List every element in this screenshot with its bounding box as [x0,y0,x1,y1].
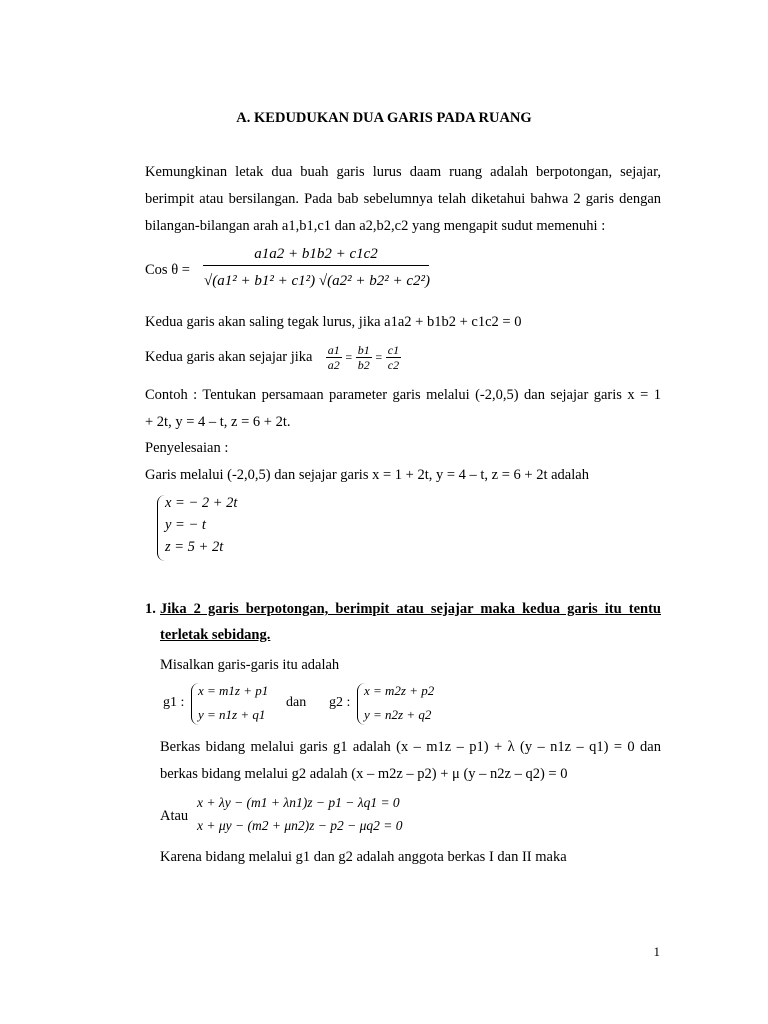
subheading-number: 1. [145,601,156,617]
g1-system [191,683,301,727]
subheading-1 [145,596,661,648]
atau-eq-1: x + λy − (m1 + λn1)z − p1 − λq1 = 0 [197,795,400,810]
system-eq-z: z = 5 + 2t [165,539,224,555]
example-line-1: Contoh : Tentukan persamaan parameter garis melalui (-2,0,5) dan sejajar garis x = 1 [145,387,661,403]
atau-eq-2: x + μy − (m2 + μn2)z − p2 − μq2 = 0 [197,818,403,833]
fraction-a: $\frac{a1}{a2}$ [327,343,340,373]
g1-eq-y: y = n1z + q1 [198,707,266,722]
g1-label: g1 : [163,695,185,710]
berkas-line-1: Berkas bidang melalui garis g1 adalah (x – m1z – p1) + λ (y – n1z – q1) = 0 dan [160,739,661,755]
system-eq-x: x = − 2 + 2t [165,495,238,511]
system-eq-y: y = − t [165,517,206,533]
g2-system [357,683,467,727]
cos-numerator: a1a2 + b1b2 + c1c2 [203,246,429,266]
berkas-line-2: berkas bidang melalui g2 adalah (x – m2z – p2) + μ (y – n2z – q2) = 0 [160,766,568,782]
atau-label: Atau [160,808,189,824]
conclusion-line: Karena bidang melalui g1 dan g2 adalah anggota berkas I dan II maka [160,849,567,865]
dan-connector: dan [286,695,307,710]
lines-intro: Misalkan garis-garis itu adalah [160,657,340,673]
cos-denominator: √(a1² + b1² + c1²) √(a2² + b2² + c2²) [204,273,430,289]
g2-eq-y: y = n2z + q2 [364,707,432,722]
fraction-c: $\frac{c1}{c2}$ [387,343,400,373]
parallel-line: Kedua garis akan sejajar jika $\frac{a1}{a2}$ = $\frac{b1}{b2}$ = $\frac{c1}{c2}$ [145,343,400,373]
page-number: 1 [653,944,660,959]
section-title: A. KEDUDUKAN DUA GARIS PADA RUANG [236,110,532,126]
parallel-text: Kedua garis akan sejajar jika [145,349,313,365]
fraction-b: $\frac{b1}{b2}$ [357,343,370,373]
subheading-line-2: terletak sebidang. [160,627,271,643]
g2-label: g2 : [329,695,351,710]
cos-prefix: Cos θ = [145,262,190,278]
intro-line-2: berimpit atau bersilangan. Pada bab sebelumnya telah diketahui bahwa 2 garis dengan [145,191,661,207]
solution-system [157,495,297,563]
subheading-line-1: Jika 2 garis berpotongan, berimpit atau sejajar maka kedua garis itu tentu [160,601,661,617]
solution-text: Garis melalui (-2,0,5) dan sejajar garis x = 1 + 2t, y = 4 – t, z = 6 + 2t adalah [145,467,589,483]
perpendicular-line: Kedua garis akan saling tegak lurus, jika a1a2 + b1b2 + c1c2 = 0 [145,314,522,330]
g2-eq-x: x = m2z + p2 [364,683,435,698]
intro-line-1: Kemungkinan letak dua buah garis lurus daam ruang adalah berpotongan, sejajar, [145,164,661,180]
intro-line-3: bilangan-bilangan arah a1,b1,c1 dan a2,b2,c2 yang mengapit sudut memenuhi : [145,218,606,234]
example-line-2: + 2t, y = 4 – t, z = 6 + 2t. [145,414,291,430]
g1-eq-x: x = m1z + p1 [198,683,269,698]
solution-label: Penyelesaian : [145,440,229,456]
